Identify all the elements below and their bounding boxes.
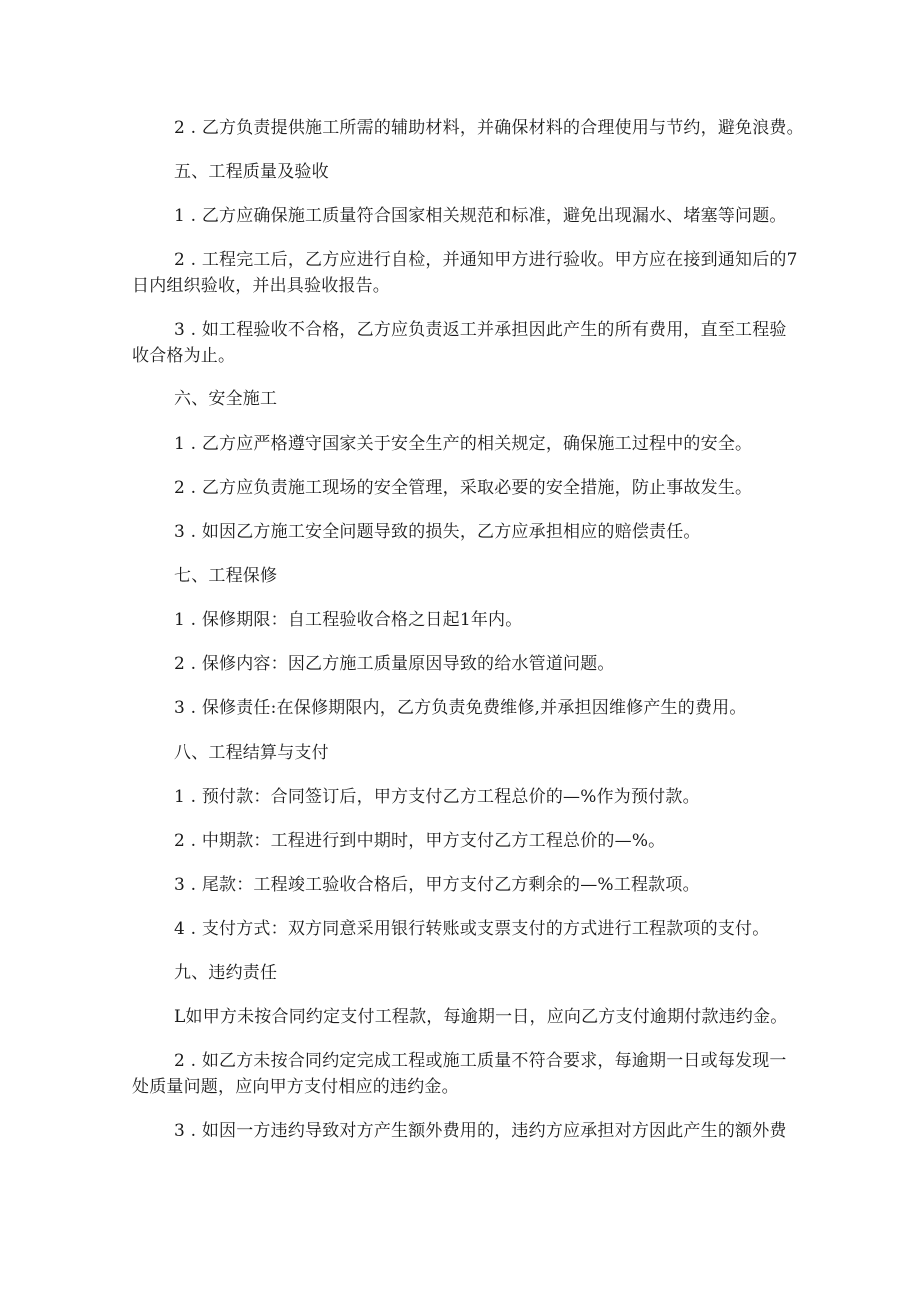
clause-6-1: 1 . 乙方应严格遵守国家关于安全生产的相关规定，确保施工过程中的安全。 — [174, 434, 753, 454]
clause-9-1: L如甲方未按合同约定支付工程款，每逾期一日，应向乙方支付逾期付款违约金。 — [174, 1007, 788, 1027]
section-heading-7: 七、工程保修 — [174, 566, 278, 586]
clause-5-1: 1 . 乙方应确保施工质量符合国家相关规范和标准，避免出现漏水、堵塞等问题。 — [174, 206, 787, 226]
clause-5-3-line-1: 3 . 如工程验收不合格，乙方应负责返工并承担因此产生的所有费用，直至工程验 — [174, 320, 787, 340]
section-heading-5: 五、工程质量及验收 — [174, 162, 329, 182]
clause-7-1: 1 . 保修期限：自工程验收合格之日起1年内。 — [174, 610, 523, 630]
clause-7-2: 2 . 保修内容：因乙方施工质量原因导致的给水管道问题。 — [174, 654, 615, 674]
clause-8-3: 3 . 尾款：工程竣工验收合格后，甲方支付乙方剩余的—%工程款项。 — [174, 875, 700, 895]
clause-8-1: 1 . 预付款：合同签订后，甲方支付乙方工程总价的—%作为预付款。 — [174, 787, 700, 807]
section-heading-9: 九、违约责任 — [174, 963, 278, 983]
clause-5-2: 2 . 乙方负责提供施工所需的辅助材料，并确保材料的合理使用与节约，避免浪费。 — [174, 118, 804, 138]
clause-6-3: 3 . 如因乙方施工安全问题导致的损失，乙方应承担相应的赔偿责任。 — [174, 522, 701, 542]
section-heading-8: 八、工程结算与支付 — [174, 743, 329, 763]
clause-5-2-line-2: 日内组织验收，并出具验收报告。 — [132, 276, 390, 296]
clause-9-2-line-2: 处质量问题，应向甲方支付相应的违约金。 — [132, 1077, 459, 1097]
clause-9-3-line-1: 3 . 如因一方违约导致对方产生额外费用的，违约方应承担对方因此产生的额外费 — [174, 1121, 787, 1141]
clause-9-2-line-1: 2 . 如乙方未按合同约定完成工程或施工质量不符合要求，每逾期一日或每发现一 — [174, 1051, 787, 1071]
clause-5-2-line-1: 2 . 工程完工后，乙方应进行自检，并通知甲方进行验收。甲方应在接到通知后的7 — [174, 250, 798, 270]
section-heading-6: 六、安全施工 — [174, 389, 278, 409]
clause-8-2: 2 . 中期款：工程进行到中期时，甲方支付乙方工程总价的—%。 — [174, 831, 666, 851]
clause-7-3: 3 . 保修责任:在保修期限内，乙方负责免费维修,并承担因维修产生的费用。 — [174, 698, 747, 718]
clause-8-4: 4 . 支付方式：双方同意采用银行转账或支票支付的方式进行工程款项的支付。 — [174, 919, 770, 939]
clause-5-3-line-2: 收合格为止。 — [132, 346, 236, 366]
clause-6-2: 2 . 乙方应负责施工现场的安全管理，采取必要的安全措施，防止事故发生。 — [174, 478, 753, 498]
